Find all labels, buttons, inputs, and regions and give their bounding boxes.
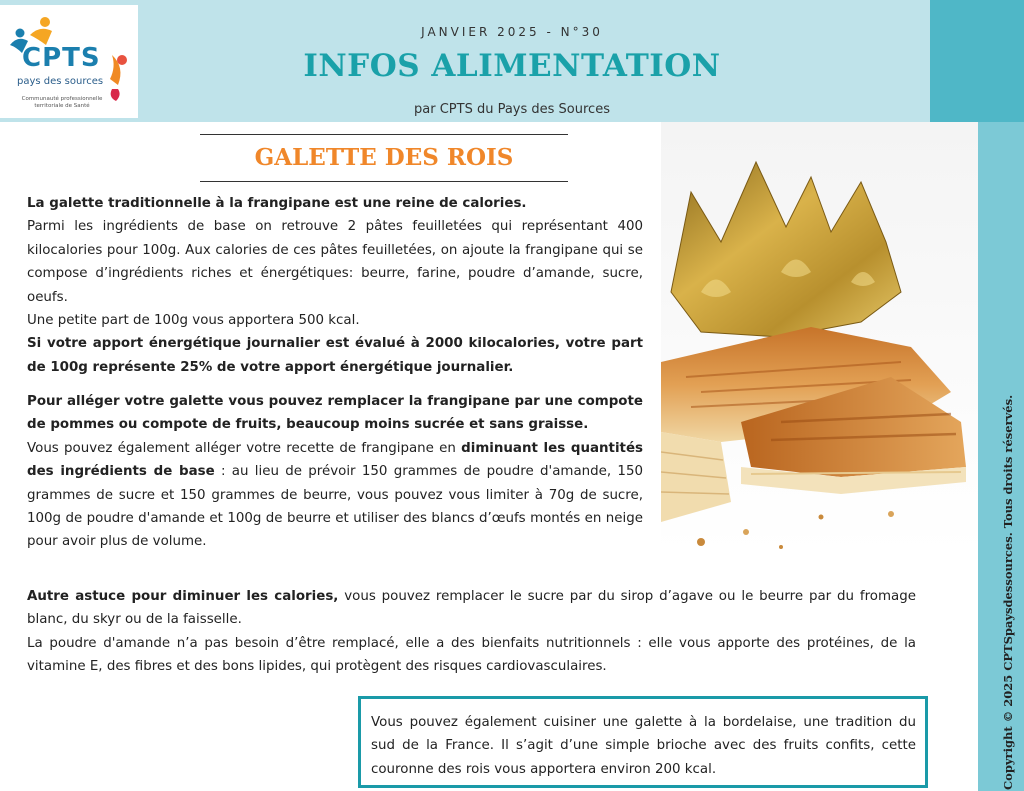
lighten-body — [27, 437, 643, 554]
section-title: GALETTE DES ROIS — [254, 144, 514, 171]
almond-note: La poudre d'amande n’a pas besoin d’être remplacé, elle a des bienfaits nutritionnels : elle vous apporte des protéines, de la vitamine E, des fibres et des bons lipides, qui protègent des risques cardiovasculaires. — [27, 635, 916, 675]
intro-body: Parmi les ingrédients de base on retrouve 2 pâtes feuilletées qui représentant 400 kilocalories pour 100g. Aux calories de ces pâtes feuilletées, on ajoute la frangipane qui se compose d’ingrédients riches et énergétiques: beurre, farine, poudre d’amande, sucre, oeufs. — [27, 219, 643, 305]
callout-text: Vous pouvez également cuisiner une galette à la bordelaise, une tradition du sud de la France. Il s’agit d’une simple brioche avec des fruits confits, cette couronne des rois vous apportera environ 200 kcal. — [371, 715, 916, 777]
lighten-body-a: Vous pouvez également alléger votre recette de frangipane en — [27, 440, 462, 456]
lighten-body-b: : au lieu de prévoir 150 grammes de poudre d'amande, 150 grammes de sucre et 150 grammes de beurre, vous pouvez vous limiter à 70g de sucre, 100g de poudre d'amande et 100g de beurre et utiliser des blancs d’œufs montés en neige pour avoir plus de volume. — [27, 464, 643, 550]
galette-photo — [661, 122, 978, 554]
intro-paragraph — [27, 192, 643, 379]
logo-subtitle: pays des sources — [17, 76, 104, 87]
byline: par CPTS du Pays des Sources — [414, 102, 610, 117]
copyright-notice — [1001, 394, 1019, 790]
logo-tagline: Communauté professionnelle territoriale de Santé — [21, 96, 103, 109]
title-rule-bottom — [200, 181, 568, 182]
issue-line: JANVIER 2025 - N°30 — [421, 25, 603, 39]
intro-lead: La galette traditionnelle à la frangipane est une reine de calories. — [27, 196, 527, 211]
lighten-lead: Pour alléger votre galette vous pouvez remplacer la frangipane par une compote de pommes ou compote de fruits, beaucoup moins sucrée et sans graisse. — [27, 394, 643, 433]
intro-portion: Une petite part de 100g vous apportera 500 kcal. — [27, 313, 360, 329]
logo-wordmark: CPTS — [22, 43, 101, 73]
tips-paragraph — [27, 585, 916, 679]
right-accent-band-top — [930, 0, 1024, 122]
tips-line — [27, 585, 916, 632]
page-title: INFOS ALIMENTATION — [303, 48, 721, 84]
tips-lead: Autre astuce pour diminuer les calories, — [27, 589, 339, 604]
copyright-text: Copyright © 2025 CPTSpaysdessources. Tous droits réservés. — [1001, 394, 1015, 790]
intro-conclusion: Si votre apport énergétique journalier est évalué à 2000 kilocalories, votre part de 100g représente 25% de votre apport énergétique journalier. — [27, 336, 643, 375]
lighten-body-bold: diminuant les quantités des ingrédients de base — [27, 440, 643, 480]
cpts-logo — [0, 5, 138, 118]
tips-body: vous pouvez remplacer le sucre par du sirop d’agave ou le beurre par du fromage blanc, du skyr ou de la faisselle. — [27, 589, 916, 628]
title-rule-top — [200, 134, 568, 135]
lighten-paragraph — [27, 390, 643, 554]
bordelaise-callout — [358, 696, 928, 788]
